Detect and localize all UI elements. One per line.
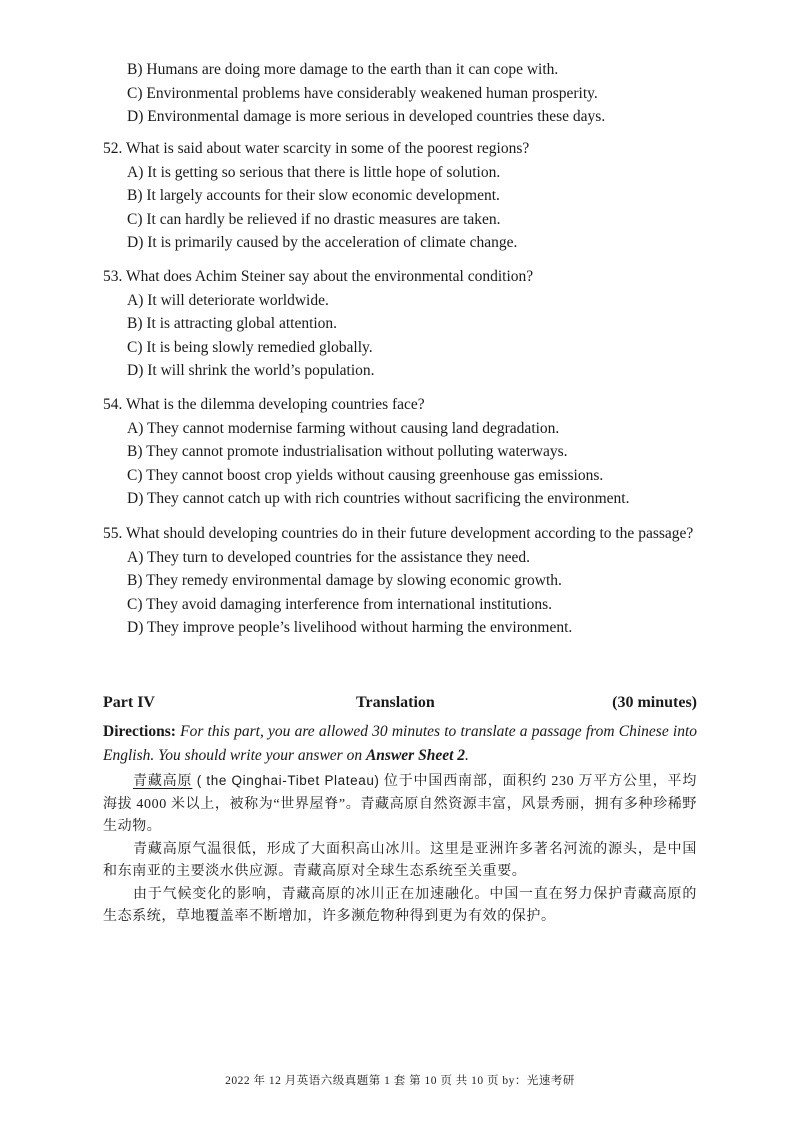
- option-54-a: A) They cannot modernise farming without causing land degradation.: [127, 419, 560, 437]
- question-51-options: [103, 58, 703, 129]
- option-54-c: C) They cannot boost crop yields without causing greenhouse gas emissions.: [127, 466, 604, 484]
- question-54-stem: 54. What is the dilemma developing countries face?: [103, 396, 425, 413]
- question-52-stem: 52. What is said about water scarcity in some of the poorest regions?: [103, 140, 530, 157]
- option-55-a: A) They turn to developed countries for the assistance they need.: [127, 548, 531, 566]
- passage-paragraph-2: 青藏高原气温很低，形成了大面积高山冰川。这里是亚洲许多著名河流的源头，是中国和东南亚的主要淡水供应源。青藏高原对全球生态系统至关重要。: [103, 841, 697, 879]
- section-time: (30 minutes): [612, 694, 697, 711]
- option-52-b: B) It largely accounts for their slow economic development.: [127, 187, 500, 205]
- option-53-b: B) It is attracting global attention.: [127, 315, 338, 333]
- option-55-b: B) They remedy environmental damage by slowing economic growth.: [127, 572, 562, 590]
- option-52-c: C) It can hardly be relieved if no drastic measures are taken.: [127, 210, 501, 228]
- question-53: [103, 265, 703, 383]
- passage-gloss: ( the Qinghai-Tibet Plateau): [196, 773, 380, 788]
- question-53-stem: 53. What does Achim Steiner say about the environmental condition?: [103, 268, 534, 285]
- directions-label: Directions:: [103, 723, 176, 740]
- question-55-stem: 55. What should developing countries do in their future development according to the passage?: [103, 525, 694, 542]
- passage-paragraph-3: 由于气候变化的影响，青藏高原的冰川正在加速融化。中国一直在努力保护青藏高原的生态系统，草地覆盖率不断增加，许多濒危物种得到更为有效的保护。: [103, 886, 697, 924]
- passage-term: 青藏高原: [133, 774, 193, 789]
- option-51-d: D) Environmental damage is more serious in developed countries these days.: [127, 108, 606, 126]
- part-iv-heading: [103, 694, 697, 718]
- option-51-c: C) Environmental problems have considerably weakened human prosperity.: [127, 84, 598, 102]
- directions: Directions: For this part, you are allowed 30 minutes to translate a passage from Chinese into English. You should write your answer on Answer Sheet 2.: [103, 723, 698, 764]
- option-52-a: A) It is getting so serious that there is little hope of solution.: [127, 163, 501, 181]
- page-footer: 2022 年 12 月英语六级真题第 1 套 第 10 页 共 10 页 by：光速考研: [225, 1075, 575, 1087]
- answer-sheet-ref: Answer Sheet 2: [365, 747, 466, 764]
- passage-paragraph-1: [103, 770, 697, 839]
- option-54-b: B) They cannot promote industrialisation without polluting waterways.: [127, 443, 568, 461]
- option-53-a: A) It will deteriorate worldwide.: [127, 291, 329, 309]
- option-54-d: D) They cannot catch up with rich countries without sacrificing the environment.: [127, 490, 630, 508]
- directions-text: For this part, you are allowed 30 minutes to translate a passage from Chinese into English. You should write your answer on: [103, 723, 698, 764]
- option-52-d: D) It is primarily caused by the acceleration of climate change.: [127, 234, 518, 252]
- option-55-d: D) They improve people’s livelihood without harming the environment.: [127, 619, 573, 637]
- option-53-d: D) It will shrink the world’s population.: [127, 362, 375, 380]
- question-55: [103, 522, 697, 640]
- option-55-c: C) They avoid damaging interference from international institutions.: [127, 595, 552, 613]
- option-53-c: C) It is being slowly remedied globally.: [127, 338, 373, 356]
- passage-p1-text: 位于中国西南部，面积约 230 万平方公里，平均海拔 4000 米以上，被称为“世界屋脊”。青藏高原自然资源丰富，风景秀丽，拥有多种珍稀野生动物。: [103, 774, 697, 834]
- part-label: Part IV: [103, 694, 155, 711]
- question-54: [103, 393, 703, 511]
- translation-passage: [103, 770, 697, 929]
- section-title: Translation: [356, 694, 435, 711]
- option-51-b: B) Humans are doing more damage to the earth than it can cope with.: [127, 61, 559, 78]
- question-52: [103, 137, 703, 255]
